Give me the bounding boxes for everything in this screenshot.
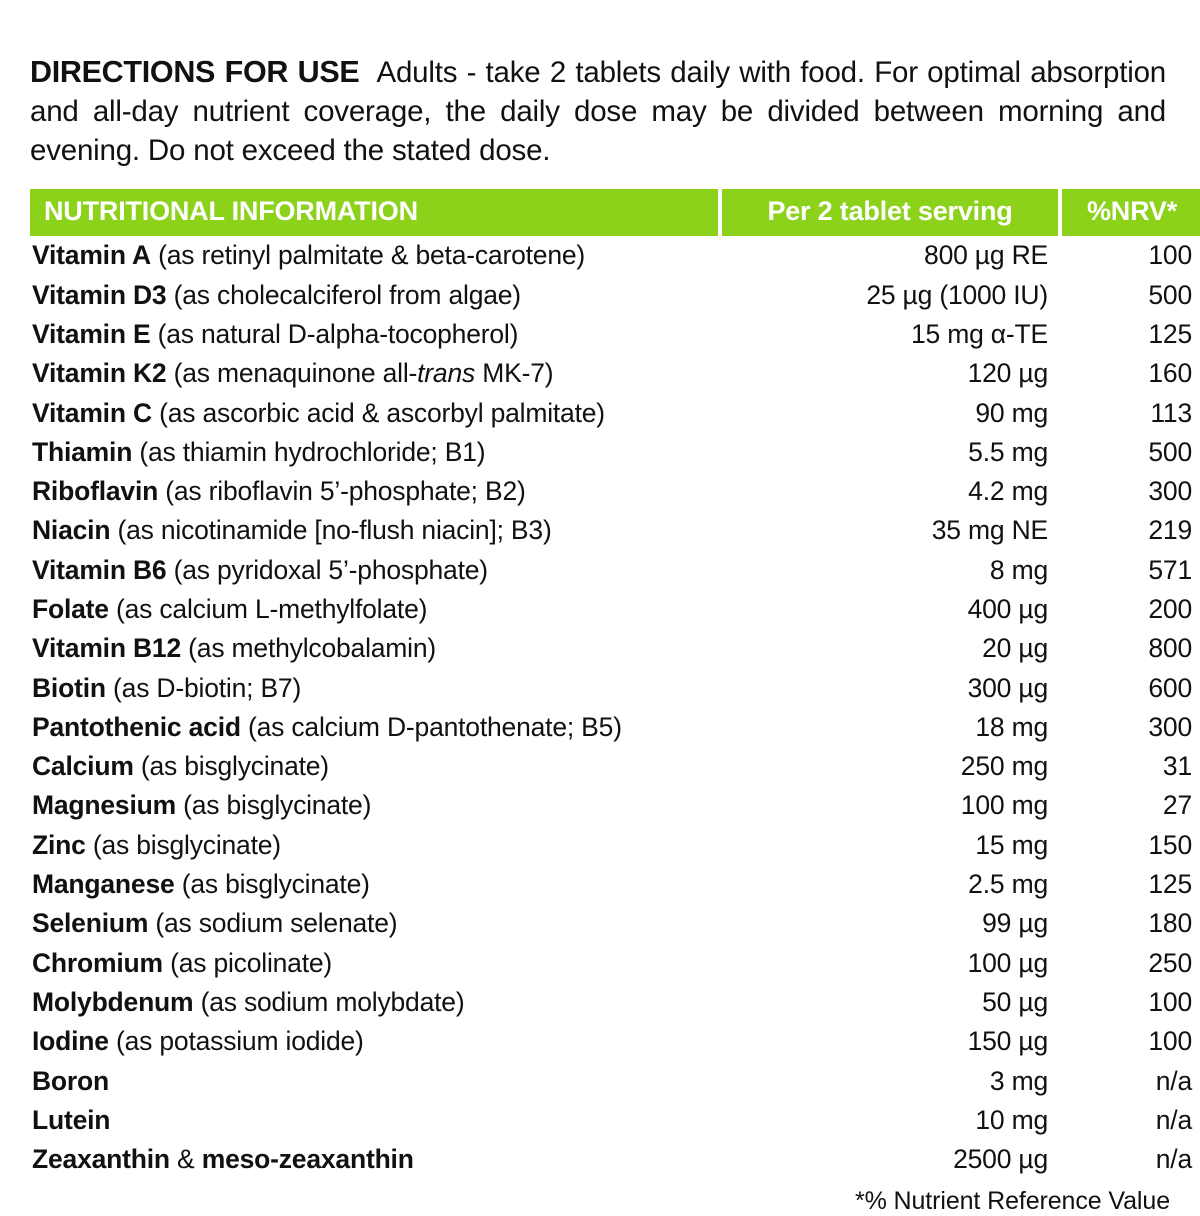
table-row [30, 550, 1200, 589]
table-row [30, 786, 1200, 825]
nutrient-name-primary: Vitamin B6 [32, 554, 167, 585]
table-row [30, 1022, 1200, 1061]
table-row [30, 747, 1200, 786]
nutrient-name-detail: (as pyridoxal 5’-phosphate) [166, 554, 488, 585]
nutrient-name-detail: (as D-biotin; B7) [105, 672, 302, 703]
nutrient-name [30, 393, 720, 432]
nutrient-amount: 150 µg [967, 1026, 1048, 1057]
nutrient-amount: 100 mg [960, 790, 1048, 821]
table-row [30, 904, 1200, 943]
nutrient-name-detail: (as calcium L-methylfolate) [108, 593, 428, 624]
table-body [30, 236, 1200, 1179]
nutrient-name-primary: Chromium [32, 947, 163, 978]
directions-title: DIRECTIONS FOR USE [30, 55, 360, 89]
nutrient-name-detail: (as bisglycinate) [174, 869, 370, 900]
column-header-per-serving: Per 2 tablet serving [720, 189, 1060, 236]
nutrient-nrv: n/a [1155, 1065, 1192, 1096]
nutrient-name-primary: Thiamin [32, 436, 133, 467]
nutrient-name [30, 472, 720, 511]
nutrient-name [30, 668, 720, 707]
nutrient-nrv: 160 [1148, 358, 1192, 389]
nutrient-amount: 8 mg [989, 554, 1048, 585]
nutrient-nrv: 100 [1148, 240, 1192, 271]
nutrient-name [30, 707, 720, 746]
nutrient-amount: 250 mg [960, 751, 1048, 782]
nutrient-amount: 25 µg (1000 IU) [866, 279, 1048, 310]
nutrient-name-primary: Magnesium [32, 790, 176, 821]
directions-for-use [30, 52, 1172, 171]
nutrient-amount: 15 mg α-TE [910, 318, 1048, 349]
nutrient-nrv: 200 [1148, 593, 1192, 624]
nutrient-amount: 20 µg [982, 633, 1048, 664]
nutrient-name [30, 432, 720, 471]
nutrient-name-detail: (as retinyl palmitate & beta-carotene) [150, 240, 586, 271]
nutrient-name-detail: (as sodium molybdate) [193, 986, 465, 1017]
nutrient-name [30, 747, 720, 786]
nutrient-name-primary: Vitamin D3 [32, 279, 167, 310]
table-row [30, 1061, 1200, 1100]
nutrient-nrv: 125 [1148, 318, 1192, 349]
nutrient-name-detail: (as methylcobalamin) [181, 633, 437, 664]
nutrient-name-italic: trans [417, 358, 476, 389]
nutrient-amount: 15 mg [975, 829, 1048, 860]
nutrient-amount: 100 µg [967, 947, 1048, 978]
nutrient-name-primary: Vitamin A [32, 240, 151, 271]
nutrient-name-detail: (as thiamin hydrochloride; B1) [132, 436, 486, 467]
nutrient-name-primary: Vitamin C [32, 397, 152, 428]
nutrient-nrv: 300 [1148, 711, 1192, 742]
nutrient-nrv: 113 [1150, 397, 1192, 428]
table-row [30, 432, 1200, 471]
nutrient-name [30, 943, 720, 982]
nrv-footnote: *% Nutrient Reference Value [854, 1186, 1170, 1215]
nutrient-name [30, 589, 720, 628]
nutrient-name-detail: (as natural D-alpha-tocopherol) [150, 318, 519, 349]
nutrient-amount: 800 µg RE [924, 240, 1048, 271]
directions-body: Adults - take 2 tablets daily with food. For optimal absorption and all-day nutrient coverage, the daily dose may be divided between morning and evening. Do not exceed the stated dose. [30, 56, 1166, 167]
column-header-nrv: %NRV* [1060, 189, 1200, 236]
table-row [30, 668, 1200, 707]
nutrient-nrv: n/a [1155, 1104, 1192, 1135]
nutrient-amount: 5.5 mg [968, 436, 1048, 467]
nutrient-name-primary: Manganese [32, 869, 175, 900]
nutrient-name-detail: (as potassium iodide) [108, 1026, 364, 1057]
nutrient-nrv: 219 [1148, 515, 1192, 546]
table-row [30, 393, 1200, 432]
nutrient-name-primary: Folate [32, 593, 109, 624]
nutrient-amount: 300 µg [967, 672, 1048, 703]
nutrient-name [30, 511, 720, 550]
nutrient-amount: 50 µg [982, 986, 1048, 1017]
nutrient-name-secondary: meso-zeaxanthin [201, 1144, 414, 1175]
nutrient-nrv: 125 [1148, 869, 1192, 900]
nutrient-name-primary: Selenium [32, 908, 149, 939]
nutrient-name [30, 550, 720, 589]
table-row [30, 629, 1200, 668]
table-row [30, 865, 1200, 904]
table-header [30, 189, 1200, 236]
nutrient-amount: 400 µg [967, 593, 1048, 624]
nutrient-name-primary: Pantothenic acid [32, 711, 241, 742]
nutrient-name-detail: (as bisglycinate) [133, 751, 329, 782]
nutrient-name [30, 275, 720, 314]
nutrient-name-detail: (as bisglycinate) [175, 790, 372, 821]
nutrient-nrv: 100 [1148, 986, 1192, 1017]
nutrient-name [30, 865, 720, 904]
table-row [30, 707, 1200, 746]
nutrient-name-primary: Zeaxanthin [32, 1144, 170, 1175]
nutrient-amount: 18 mg [975, 711, 1048, 742]
nutrient-name-primary: Riboflavin [32, 476, 159, 507]
table-row [30, 236, 1200, 275]
nutrient-amount: 120 µg [967, 358, 1048, 389]
nutrient-name-primary: Biotin [32, 672, 106, 703]
nutrient-name-primary: Vitamin E [32, 318, 151, 349]
nutrient-amount: 3 mg [989, 1065, 1048, 1096]
table-row [30, 275, 1200, 314]
table-row [30, 354, 1200, 393]
table-row [30, 1140, 1200, 1179]
nutrient-name [30, 354, 720, 393]
table-row [30, 314, 1200, 353]
nutrient-name [30, 629, 720, 668]
nutrient-name [30, 314, 720, 353]
nutrient-name-detail: (as sodium selenate) [148, 908, 398, 939]
table-row [30, 589, 1200, 628]
nutrient-name-detail: (as cholecalciferol from algae) [166, 279, 521, 310]
nutrient-name-primary: Iodine [32, 1026, 109, 1057]
nutrient-name-detail: (as picolinate) [162, 947, 333, 978]
table-row [30, 825, 1200, 864]
nutrient-name-primary: Zinc [32, 829, 86, 860]
nutrient-nrv: 250 [1148, 947, 1192, 978]
nutrient-name-primary: Lutein [32, 1104, 111, 1135]
nutrient-nrv: 100 [1148, 1026, 1192, 1057]
nutrient-name-primary: Vitamin K2 [32, 358, 167, 389]
nutrient-nrv: 800 [1148, 633, 1192, 664]
nutrient-amount: 99 µg [982, 908, 1048, 939]
nutrient-nrv: 500 [1148, 436, 1192, 467]
table-row [30, 511, 1200, 550]
nutrient-name-detail: (as bisglycinate) [85, 829, 281, 860]
nutrient-nrv: 571 [1148, 554, 1192, 585]
nutrient-nrv: 150 [1148, 829, 1192, 860]
nutrient-amount: 90 mg [975, 397, 1048, 428]
nutrient-name-detail: (as nicotinamide [no-flush niacin]; B3) [110, 515, 552, 546]
nutrient-nrv: 27 [1162, 790, 1192, 821]
nutrient-amount: 2500 µg [953, 1144, 1048, 1175]
table-row [30, 472, 1200, 511]
nutrient-nrv: n/a [1155, 1144, 1192, 1175]
nutrient-name [30, 1100, 720, 1139]
nutrient-name [30, 1022, 720, 1061]
nutrient-nrv: 600 [1148, 672, 1192, 703]
column-header-nutrient: NUTRITIONAL INFORMATION [30, 189, 720, 236]
nutrient-amount: 4.2 mg [968, 476, 1048, 507]
nutrient-name-primary: Calcium [32, 751, 134, 782]
nutrient-name [30, 825, 720, 864]
nutrient-name-primary: Niacin [32, 515, 111, 546]
nutrient-name [30, 1061, 720, 1100]
nutrient-name [30, 786, 720, 825]
nutrient-name-detail-tail: MK-7) [475, 358, 554, 389]
table-row [30, 943, 1200, 982]
nutrient-nrv: 31 [1162, 751, 1192, 782]
nutrient-amount: 10 mg [975, 1104, 1048, 1135]
nutrient-name-detail: & [169, 1144, 202, 1175]
table-row [30, 982, 1200, 1021]
nutrient-nrv: 180 [1148, 908, 1192, 939]
nutrient-name-detail: (as menaquinone all- [166, 358, 418, 389]
nutrient-name [30, 982, 720, 1021]
nutrient-name-primary: Molybdenum [32, 986, 194, 1017]
table-header-row [30, 189, 1200, 236]
table-row [30, 1100, 1200, 1139]
nutrient-name [30, 904, 720, 943]
nutritional-information-table [30, 189, 1200, 1179]
nutrient-nrv: 500 [1148, 279, 1192, 310]
nutrient-name [30, 236, 720, 275]
nutrient-name-primary: Vitamin B12 [32, 633, 182, 664]
nutrient-name-detail: (as calcium D-pantothenate; B5) [240, 711, 622, 742]
nutrient-amount: 2.5 mg [968, 869, 1048, 900]
nutrient-name [30, 1140, 720, 1179]
nutrient-amount: 35 mg NE [931, 515, 1048, 546]
nutrient-nrv: 300 [1148, 476, 1192, 507]
nutrient-name-detail: (as riboflavin 5’-phosphate; B2) [158, 476, 526, 507]
nutrient-name-detail: (as ascorbic acid & ascorbyl palmitate) [151, 397, 605, 428]
nutrient-name-primary: Boron [32, 1065, 110, 1096]
